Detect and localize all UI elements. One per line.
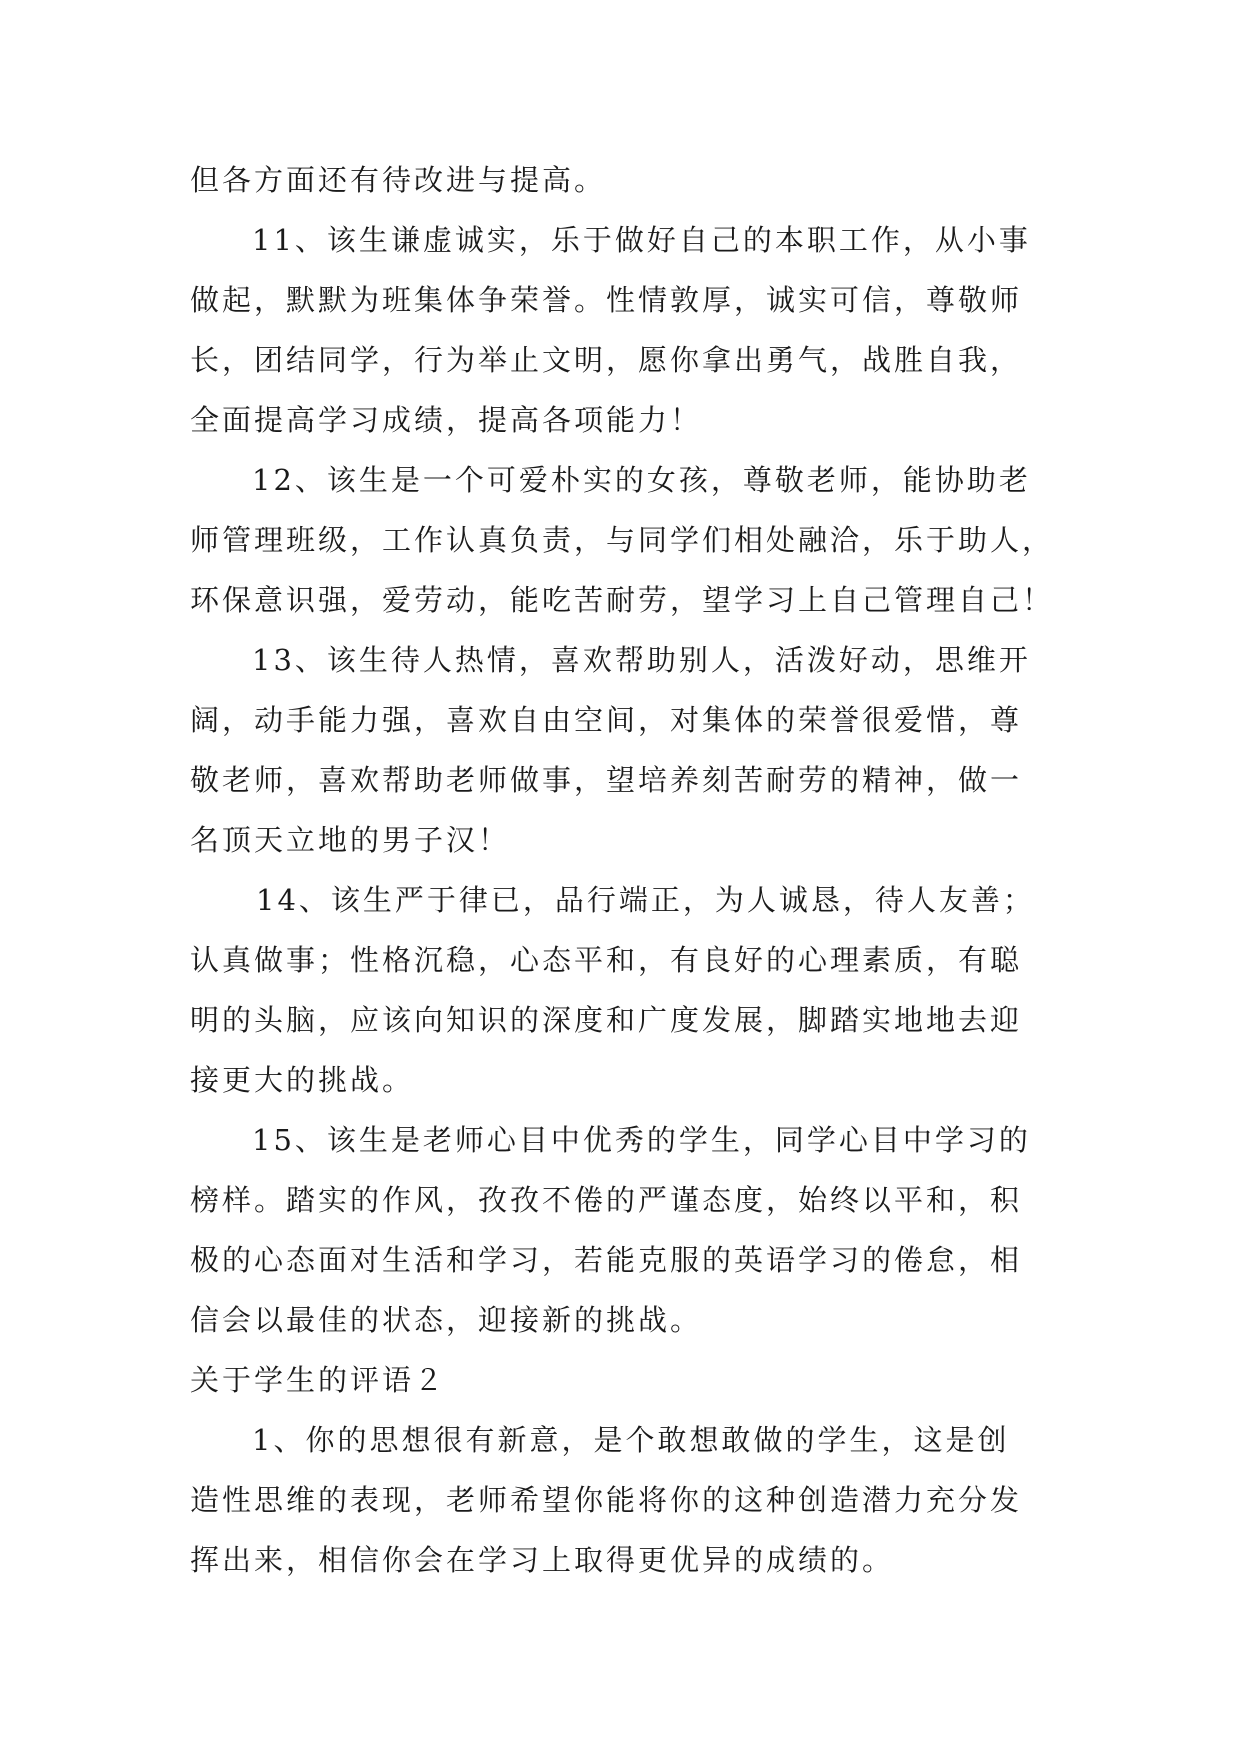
paragraph-line: 信会以最佳的状态，迎接新的挑战。 [190, 1303, 703, 1337]
paragraph-line: 做起，默默为班集体争荣誉。性情敦厚，诚实可信，尊敬师 [190, 283, 1023, 317]
paragraph-line: 长，团结同学，行为举止文明，愿你拿出勇气，战胜自我， [190, 343, 1023, 377]
paragraph-line: 榜样。踏实的作风，孜孜不倦的严谨态度，始终以平和，积 [190, 1183, 1023, 1217]
paragraph-line: 阔，动手能力强，喜欢自由空间，对集体的荣誉很爱惜，尊 [190, 703, 1023, 737]
paragraph-line: 13、该生待人热情，喜欢帮助别人，活泼好动，思维开 [252, 643, 1031, 677]
paragraph-line: 认真做事；性格沉稳，心态平和，有良好的心理素质，有聪 [190, 943, 1023, 977]
paragraph-line: 极的心态面对生活和学习，若能克服的英语学习的倦怠，相 [190, 1243, 1023, 1277]
paragraph-line: 12、该生是一个可爱朴实的女孩，尊敬老师，能协助老 [252, 463, 1031, 497]
paragraph-line: 环保意识强，爱劳动，能吃苦耐劳，望学习上自己管理自己！ [190, 583, 1055, 617]
paragraph-line: 11、该生谦虚诚实，乐于做好自己的本职工作，从小事 [252, 223, 1031, 257]
paragraph-line: 造性思维的表现，老师希望你能将你的这种创造潜力充分发 [190, 1483, 1023, 1517]
paragraph-line: 接更大的挑战。 [190, 1063, 415, 1097]
paragraph-line: 1、你的思想很有新意，是个敢想敢做的学生，这是创 [252, 1423, 1010, 1457]
paragraph-line: 名顶天立地的男子汉！ [190, 823, 511, 857]
paragraph-line: 师管理班级，工作认真负责，与同学们相处融洽，乐于助人， [190, 523, 1055, 557]
paragraph-line: 敬老师，喜欢帮助老师做事，望培养刻苦耐劳的精神，做一 [190, 763, 1023, 797]
paragraph-line: 14、该生严于律已，品行端正，为人诚恳，待人友善； [256, 883, 1035, 917]
paragraph-line: 全面提高学习成绩，提高各项能力！ [190, 403, 703, 437]
paragraph-line: 15、该生是老师心目中优秀的学生，同学心目中学习的 [252, 1123, 1031, 1157]
paragraph-line: 挥出来，相信你会在学习上取得更优异的成绩的。 [190, 1543, 895, 1577]
section-heading: 关于学生的评语２ [190, 1363, 447, 1397]
document-body [190, 150, 1060, 1590]
paragraph-line: 但各方面还有待改进与提高。 [190, 163, 607, 197]
paragraph-line: 明的头脑，应该向知识的深度和广度发展，脚踏实地地去迎 [190, 1003, 1023, 1037]
